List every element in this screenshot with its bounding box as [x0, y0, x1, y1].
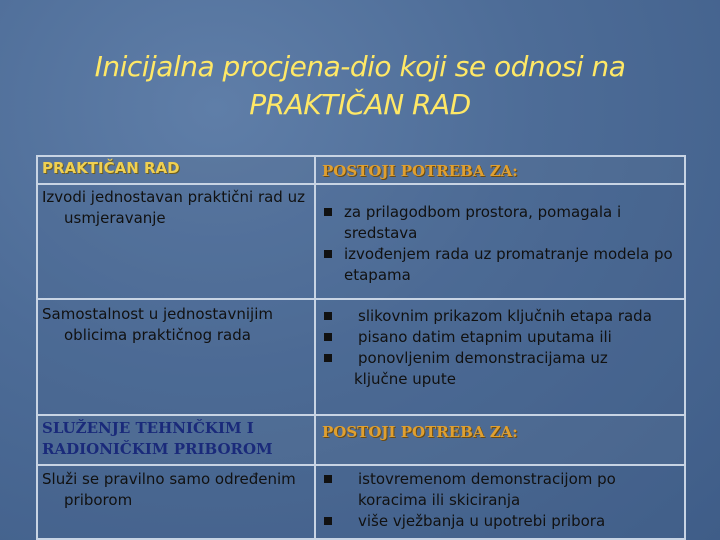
row3-left-text: Služi se pravilno samo određenim priborom — [42, 470, 296, 509]
list-item — [316, 244, 678, 286]
list-item — [316, 327, 678, 348]
bullet-icon — [324, 517, 332, 525]
header-left-2-text: SLUŽENJE TEHNIČKIM I RADIONIČKIM PRIBOROM — [42, 419, 273, 458]
slide-title — [0, 48, 720, 124]
bullet-icon — [324, 208, 332, 216]
header-right-2-text: POSTOJI POTREBA ZA: — [322, 423, 518, 441]
list-item — [316, 348, 678, 369]
bullet-text: za prilagodbom prostora, pomagala i sredstava — [344, 203, 622, 242]
bullet-text: više vježbanja u upotrebi pribora — [358, 512, 606, 530]
bullet-text: ponovljenim demonstracijama uz — [358, 349, 608, 367]
bullet-icon — [324, 250, 332, 258]
bullet-icon — [324, 333, 332, 341]
list-item — [316, 202, 678, 244]
row3-left — [36, 464, 316, 540]
header-right-text: POSTOJI POTREBA ZA: — [322, 162, 518, 180]
bullet-icon — [324, 475, 332, 483]
list-item — [316, 469, 678, 511]
bullet-text: slikovnim prikazom ključnih etapa rada — [358, 307, 652, 325]
bullet-text: pisano datim etapnim uputama ili — [358, 328, 612, 346]
header-left-praktican-rad — [36, 155, 316, 185]
row2-right — [314, 298, 686, 416]
row1-left — [36, 183, 316, 300]
row2-left — [36, 298, 316, 416]
title-line-2: PRAKTIČAN RAD — [249, 88, 471, 121]
row1-right — [314, 183, 686, 300]
title-line-1: Inicijalna procjena-dio koji se odnosi na — [94, 50, 626, 83]
bullet-icon — [324, 354, 332, 362]
header-right-potreba — [314, 155, 686, 185]
bullet-text: istovremenom demonstracijom po koracima ili skiciranja — [358, 470, 616, 509]
row3-right — [314, 464, 686, 540]
header-left-sluzenje — [36, 414, 316, 466]
bullet-text: izvođenjem rada uz promatranje modela po etapama — [344, 245, 673, 284]
row1-left-text: Izvodi jednostavan praktični rad uz usmjeravanje — [42, 188, 305, 227]
bullet-continuation: ključne upute — [354, 370, 456, 388]
bullet-icon — [324, 312, 332, 320]
list-item — [316, 306, 678, 327]
list-item — [316, 511, 678, 532]
header-right-potreba-2 — [314, 414, 686, 466]
row2-left-text: Samostalnost u jednostavnijim oblicima praktičnog rada — [42, 305, 273, 344]
header-left-text: PRAKTIČAN RAD — [42, 159, 180, 177]
